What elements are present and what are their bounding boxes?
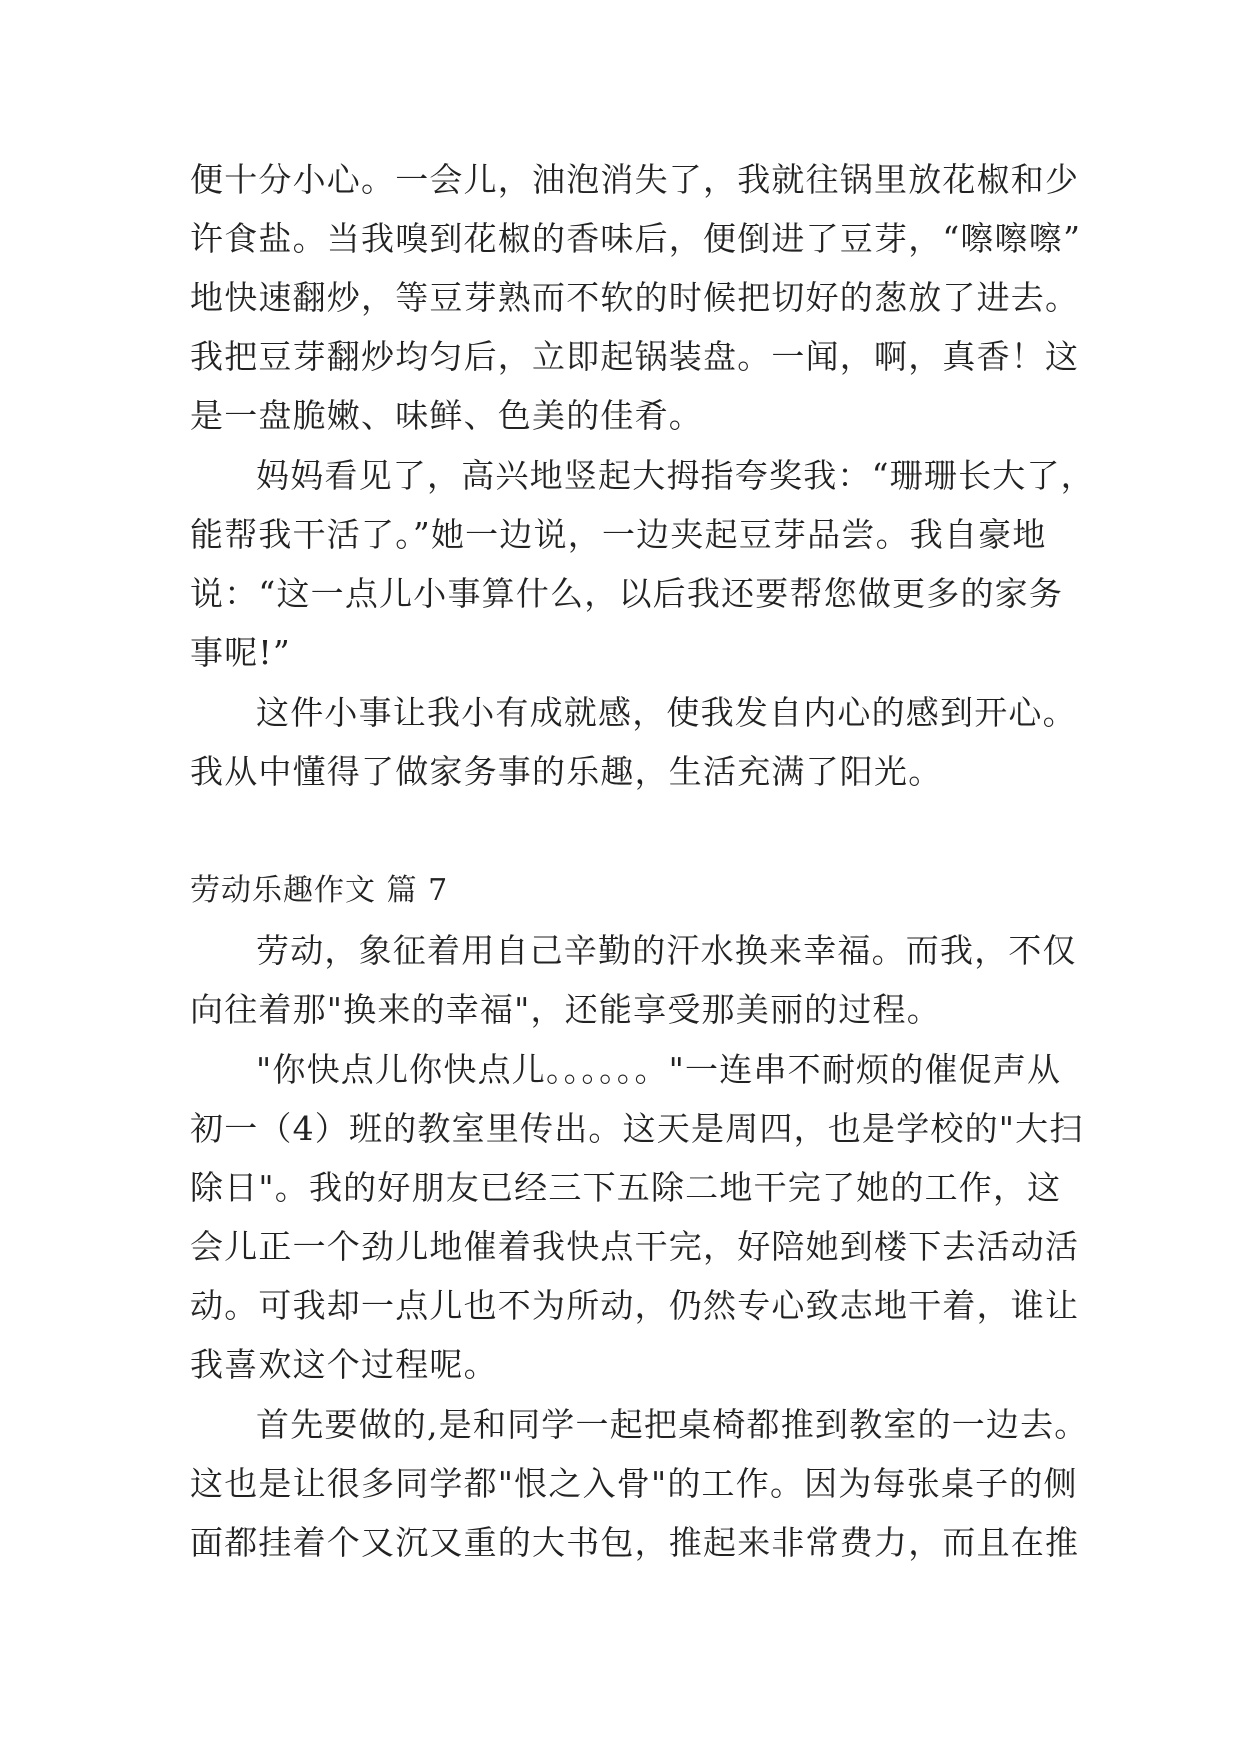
text-line: 向往着那"换来的幸福"，还能享受那美丽的过程。: [190, 990, 941, 1029]
text-line: 我从中懂得了做家务事的乐趣，生活充满了阳光。: [190, 752, 943, 791]
text-line: 能帮我干活了。”她一边说，一边夹起豆芽品尝。我自豪地: [190, 515, 1047, 554]
text-line: 我把豆芽翻炒均匀后，立即起锅装盘。一闻，啊，真香！这: [190, 337, 1080, 376]
text-line: 除日"。我的好朋友已经三下五除二地干完了她的工作，这: [190, 1168, 1062, 1207]
text-line: 首先要做的,是和同学一起把桌椅都推到教室的一边去。: [256, 1405, 1089, 1444]
text-line: 说：“这一点儿小事算什么，以后我还要帮您做更多的家务: [190, 574, 1064, 613]
text-line: 这也是让很多同学都"恨之入骨"的工作。因为每张桌子的侧: [190, 1464, 1078, 1503]
text-line: 这件小事让我小有成就感，使我发自内心的感到开心。: [256, 693, 1077, 732]
text-line: 会儿正一个劲儿地催着我快点干完，好陪她到楼下去活动活: [190, 1227, 1080, 1266]
text-line: 便十分小心。一会儿，油泡消失了，我就往锅里放花椒和少: [190, 160, 1080, 199]
text-line: 是一盘脆嫩、味鲜、色美的佳肴。: [190, 396, 703, 435]
text-line: 妈妈看见了，高兴地竖起大拇指夸奖我：“珊珊长大了，: [256, 456, 1095, 495]
text-line: 面都挂着个又沉又重的大书包，推起来非常费力，而且在推: [190, 1523, 1080, 1562]
text-line: 我喜欢这个过程呢。: [190, 1345, 498, 1384]
text-line: 地快速翻炒，等豆芽熟而不软的时候把切好的葱放了进去。: [190, 278, 1080, 317]
text-line: 劳动，象征着用自己辛勤的汗水换来幸福。而我，不仅: [256, 931, 1077, 970]
text-line: 事呢!”: [190, 633, 291, 672]
text-line: "你快点儿你快点儿。。。。。。"一连串不耐烦的催促声从: [256, 1050, 1062, 1089]
text-line: 初一（4）班的教室里传出。这天是周四，也是学校的"大扫: [190, 1109, 1084, 1148]
section-heading: 劳动乐趣作文 篇 7: [190, 873, 449, 908]
text-line: 动。可我却一点儿也不为所动，仍然专心致志地干着，谁让: [190, 1286, 1080, 1325]
text-line: 许食盐。当我嗅到花椒的香味后，便倒进了豆芽，“嚓嚓嚓”: [190, 219, 1082, 258]
